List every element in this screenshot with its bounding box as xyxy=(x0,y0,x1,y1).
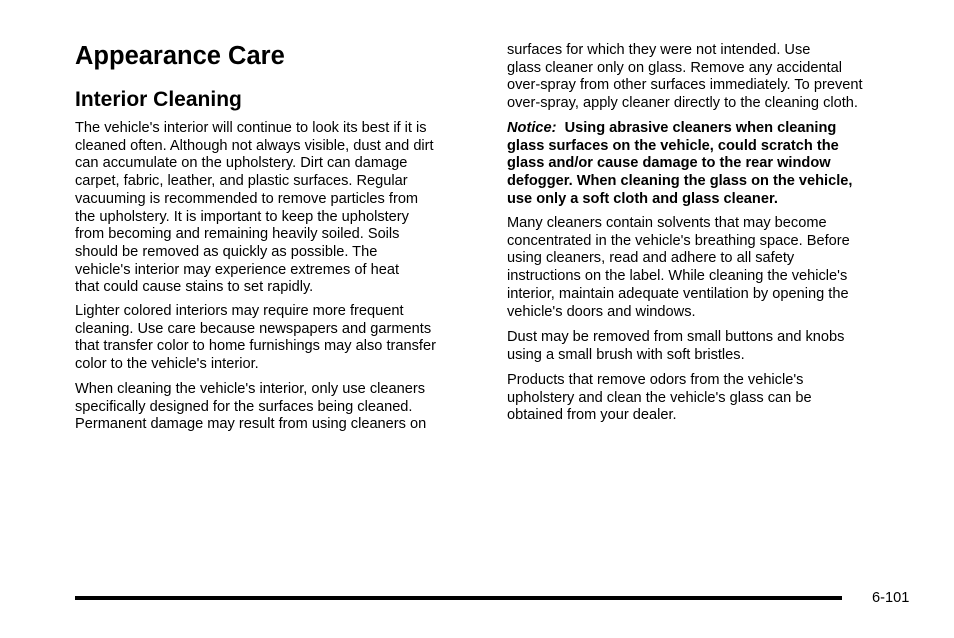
text-line: Products that remove odors from the vehicle's xyxy=(507,372,804,388)
notice-label: Notice: xyxy=(507,120,557,136)
text-line: over-spray from other surfaces immediately. To prevent xyxy=(507,77,863,94)
text-line: using cleaners, read and adhere to all safety xyxy=(507,250,795,267)
notice-block xyxy=(507,120,852,209)
paragraph-odor-products xyxy=(507,372,812,425)
paragraph-lighter-interiors xyxy=(75,303,436,374)
paragraph-cleaners-continued xyxy=(507,42,863,113)
text-line: Lighter colored interiors may require more frequent xyxy=(75,303,404,319)
text-line: obtained from your dealer. xyxy=(507,407,677,424)
page-number: 6-101 xyxy=(872,590,910,606)
text-line: carpet, fabric, leather, and plastic surfaces. Regular xyxy=(75,173,408,190)
text-line: surfaces for which they were not intended. Use xyxy=(507,42,811,58)
text-line: vehicle's doors and windows. xyxy=(507,303,696,320)
text-line: Permanent damage may result from using cleaners on xyxy=(75,416,427,433)
text-line: instructions on the label. While cleaning the vehicle's xyxy=(507,268,848,285)
text-line: upholstery and clean the vehicle's glass can be xyxy=(507,389,812,406)
text-line: When cleaning the vehicle's interior, only use cleaners xyxy=(75,381,425,397)
paragraph-solvents xyxy=(507,215,850,321)
text-line: cleaned often. Although not always visible, dust and dirt xyxy=(75,137,434,154)
text-line: glass cleaner only on glass. Remove any accidental xyxy=(507,59,843,76)
text-line: use only a soft cloth and glass cleaner. xyxy=(507,190,778,207)
text-line: over-spray, apply cleaner directly to the cleaning cloth. xyxy=(507,95,858,112)
text-line: The vehicle's interior will continue to look its best if it is xyxy=(75,120,427,136)
paragraph-dust-removal xyxy=(507,329,844,364)
paragraph-interior-intro xyxy=(75,120,434,297)
text-line: cleaning. Use care because newspapers and garments xyxy=(75,320,432,337)
text-line: vacuuming is recommended to remove particles from xyxy=(75,190,419,207)
text-line: from becoming and remaining heavily soiled. Soils xyxy=(75,226,400,243)
text-line: vehicle's interior may experience extremes of heat xyxy=(75,261,399,278)
text-line: that transfer color to home furnishings may also transfer xyxy=(75,338,436,355)
text-line: Many cleaners contain solvents that may become xyxy=(507,215,827,231)
text-line xyxy=(507,120,852,138)
text-line: interior, maintain adequate ventilation by opening the xyxy=(507,285,849,302)
section-title: Interior Cleaning xyxy=(75,88,242,111)
text-line: using a small brush with soft bristles. xyxy=(507,346,745,363)
text-line: specifically designed for the surfaces being cleaned. xyxy=(75,398,413,415)
text-line: the upholstery. It is important to keep the upholstery xyxy=(75,208,409,225)
text-line: should be removed as quickly as possible. The xyxy=(75,243,378,260)
text-line: can accumulate on the upholstery. Dirt can damage xyxy=(75,155,408,172)
notice-text: Using abrasive cleaners when cleaning xyxy=(564,120,837,136)
text-line: defogger. When cleaning the glass on the vehicle, xyxy=(507,173,853,190)
paragraph-cleaners-usage xyxy=(75,381,426,434)
text-line: glass and/or cause damage to the rear window xyxy=(507,155,831,172)
text-line: Dust may be removed from small buttons and knobs xyxy=(507,329,845,345)
text-line: concentrated in the vehicle's breathing space. Before xyxy=(507,232,850,249)
text-line: that could cause stains to set rapidly. xyxy=(75,279,314,296)
footer-rule xyxy=(75,596,842,600)
text-line: color to the vehicle's interior. xyxy=(75,356,259,373)
text-line: glass surfaces on the vehicle, could scratch the xyxy=(507,137,839,154)
page-title: Appearance Care xyxy=(75,42,285,70)
